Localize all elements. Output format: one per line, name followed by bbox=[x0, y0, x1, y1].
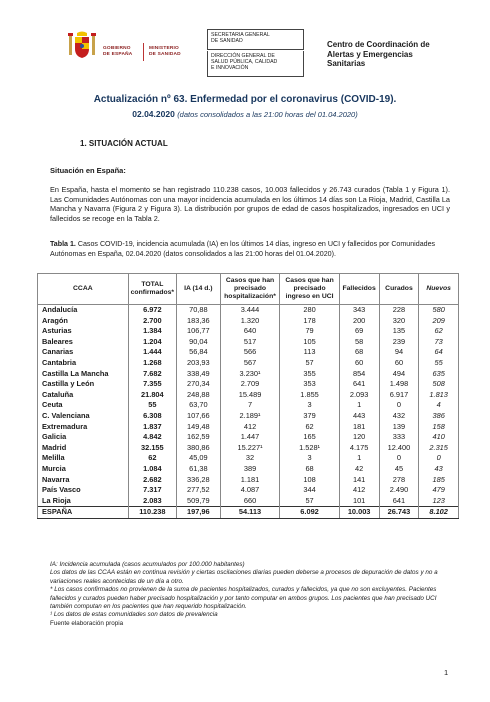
cell-uci: 68 bbox=[280, 464, 339, 475]
header-hosp: Casos que han precisado hospitalización* bbox=[220, 274, 280, 305]
cell-ia: 149,48 bbox=[177, 422, 221, 433]
cell-ia: 509,79 bbox=[177, 496, 221, 507]
cell-total: 21.804 bbox=[128, 390, 176, 401]
cell-ia: 338,49 bbox=[177, 369, 221, 380]
table-row bbox=[38, 443, 459, 454]
cell-ia: 90,04 bbox=[177, 337, 221, 348]
cell-total: 55 bbox=[128, 400, 176, 411]
cell-fallecidos: 69 bbox=[339, 326, 379, 337]
cell-curados: 94 bbox=[379, 347, 419, 358]
cell-curados: 494 bbox=[379, 369, 419, 380]
cell-uci: 6.092 bbox=[280, 507, 339, 519]
cell-hosp: 566 bbox=[220, 347, 280, 358]
cell-curados: 239 bbox=[379, 337, 419, 348]
cell-ia: 248,88 bbox=[177, 390, 221, 401]
cell-fallecidos: 181 bbox=[339, 422, 379, 433]
table-caption-label: Tabla 1. bbox=[50, 240, 76, 248]
cell-uci: 165 bbox=[280, 432, 339, 443]
cell-fallecidos: 101 bbox=[339, 496, 379, 507]
header-total: TOTAL confirmados* bbox=[128, 274, 176, 305]
table-row bbox=[38, 305, 459, 316]
gobierno-label: GOBIERNO DE ESPAÑA bbox=[103, 46, 133, 57]
cell-fallecidos: 1 bbox=[339, 453, 379, 464]
cell-nuevos: 635 bbox=[419, 369, 459, 380]
cell-hosp: 15.489 bbox=[220, 390, 280, 401]
cell-total: 1.204 bbox=[128, 337, 176, 348]
table-row bbox=[38, 422, 459, 433]
cell-curados: 228 bbox=[379, 305, 419, 316]
cell-curados: 26.743 bbox=[379, 507, 419, 519]
cell-nuevos: 410 bbox=[419, 432, 459, 443]
cell-hosp: 1.447 bbox=[220, 432, 280, 443]
cell-nuevos: 8.102 bbox=[419, 507, 459, 519]
cell-curados: 641 bbox=[379, 496, 419, 507]
document-title: Actualización nº 63. Enfermedad por el coronavirus (COVID-19). bbox=[93, 94, 397, 105]
cell-fallecidos: 4.175 bbox=[339, 443, 379, 454]
cell-fallecidos: 120 bbox=[339, 432, 379, 443]
table-row bbox=[38, 316, 459, 327]
header-nuevos: Nuevos bbox=[419, 274, 459, 305]
table-row bbox=[38, 337, 459, 348]
coat-of-arms-logo bbox=[66, 31, 98, 61]
cell-total: 7.355 bbox=[128, 379, 176, 390]
cell-total: 1.444 bbox=[128, 347, 176, 358]
cell-nuevos: 55 bbox=[419, 358, 459, 369]
cell-ccaa: C. Valenciana bbox=[38, 411, 129, 422]
cell-fallecidos: 42 bbox=[339, 464, 379, 475]
header-uci: Casos que han precisado ingreso en UCI bbox=[280, 274, 339, 305]
cell-ia: 162,59 bbox=[177, 432, 221, 443]
cell-hosp: 32 bbox=[220, 453, 280, 464]
cell-total: 1.837 bbox=[128, 422, 176, 433]
cell-uci: 57 bbox=[280, 496, 339, 507]
cell-uci: 178 bbox=[280, 316, 339, 327]
table-row bbox=[38, 464, 459, 475]
header-divider bbox=[143, 43, 144, 61]
centro-coordinacion: Centro de Coordinación de Alertas y Emergencias Sanitarias bbox=[327, 40, 430, 68]
cell-nuevos: 185 bbox=[419, 475, 459, 486]
cell-ia: 61,38 bbox=[177, 464, 221, 475]
cell-nuevos: 479 bbox=[419, 485, 459, 496]
cell-fallecidos: 443 bbox=[339, 411, 379, 422]
cell-nuevos: 2.315 bbox=[419, 443, 459, 454]
page-number: 1 bbox=[444, 668, 449, 677]
cell-ia: 277,52 bbox=[177, 485, 221, 496]
table-row bbox=[38, 400, 459, 411]
cell-hosp: 3.230¹ bbox=[220, 369, 280, 380]
source-note: Fuente elaboración propia bbox=[50, 619, 124, 627]
cell-hosp: 15.227¹ bbox=[220, 443, 280, 454]
note-revision: Los datos de las CCAA están en continua revisión y ciertas oscilaciones diarias pueden deberse a procesos de depuración de datos y no a variaciones reales acontecidas de un día a otro. bbox=[50, 569, 438, 585]
ccaa-table bbox=[37, 273, 459, 519]
cell-ccaa: Cataluña bbox=[38, 390, 129, 401]
table-row bbox=[38, 411, 459, 422]
cell-ia: 197,96 bbox=[177, 507, 221, 519]
cell-fallecidos: 68 bbox=[339, 347, 379, 358]
cell-ccaa: Cantabria bbox=[38, 358, 129, 369]
cell-ia: 45,09 bbox=[177, 453, 221, 464]
cell-uci: 1.528¹ bbox=[280, 443, 339, 454]
cell-ia: 70,88 bbox=[177, 305, 221, 316]
header-ia: IA (14 d.) bbox=[177, 274, 221, 305]
cell-hosp: 640 bbox=[220, 326, 280, 337]
cell-ccaa: ESPAÑA bbox=[38, 507, 129, 519]
cell-ccaa: Navarra bbox=[38, 475, 129, 486]
ministerio-label: MINISTERIO DE SANIDAD bbox=[149, 46, 181, 57]
cell-ia: 336,28 bbox=[177, 475, 221, 486]
cell-total: 62 bbox=[128, 453, 176, 464]
table-row bbox=[38, 496, 459, 507]
cell-curados: 0 bbox=[379, 453, 419, 464]
intro-paragraph: En España, hasta el momento se han registrado 110.238 casos, 10.003 fallecidos y 26.743 curados (Tabla 1 y Figura 1). Las Comunidades Autónomas con una mayor incidencia acumulada en los últimos 14 días son La Rioja, Madrid, Castilla La Mancha y Navarra (Figura 2 y Figura 3). La distribución por grupos de edad de casos hospitalizados, ingresados en UCI y fallecidos se recoge en la Tabla 2. bbox=[50, 185, 450, 223]
document-date bbox=[0, 109, 490, 119]
cell-total: 1.268 bbox=[128, 358, 176, 369]
cell-ccaa: País Vasco bbox=[38, 485, 129, 496]
cell-uci: 344 bbox=[280, 485, 339, 496]
secretaria-box: SECRETARIA GENERAL DE SANIDAD bbox=[207, 29, 304, 50]
cell-total: 2.682 bbox=[128, 475, 176, 486]
cell-ia: 203,93 bbox=[177, 358, 221, 369]
cell-fallecidos: 200 bbox=[339, 316, 379, 327]
cell-uci: 62 bbox=[280, 422, 339, 433]
cell-curados: 139 bbox=[379, 422, 419, 433]
cell-curados: 1.498 bbox=[379, 379, 419, 390]
date-note: (datos consolidados a las 21:00 horas del 01.04.2020) bbox=[177, 110, 358, 119]
cell-nuevos: 1.813 bbox=[419, 390, 459, 401]
subheading: Situación en España: bbox=[50, 166, 126, 175]
cell-uci: 3 bbox=[280, 453, 339, 464]
cell-uci: 379 bbox=[280, 411, 339, 422]
table-caption-text: Casos COVID-19, incidencia acumulada (IA) en los últimos 14 días, ingreso en UCI y fallecidos por Comunidades Autónomas en España, 02.04.2020 (datos consolidados a las 21:00 horas del 01.04.2020). bbox=[50, 240, 436, 258]
cell-curados: 278 bbox=[379, 475, 419, 486]
cell-curados: 60 bbox=[379, 358, 419, 369]
cell-fallecidos: 343 bbox=[339, 305, 379, 316]
cell-hosp: 7 bbox=[220, 400, 280, 411]
cell-ccaa: Andalucía bbox=[38, 305, 129, 316]
section-heading: 1. SITUACIÓN ACTUAL bbox=[80, 139, 168, 148]
cell-total: 32.155 bbox=[128, 443, 176, 454]
table-row bbox=[38, 432, 459, 443]
cell-curados: 333 bbox=[379, 432, 419, 443]
cell-ccaa: Murcia bbox=[38, 464, 129, 475]
cell-nuevos: 4 bbox=[419, 400, 459, 411]
cell-total: 2.083 bbox=[128, 496, 176, 507]
cell-ccaa: La Rioja bbox=[38, 496, 129, 507]
cell-nuevos: 43 bbox=[419, 464, 459, 475]
cell-hosp: 567 bbox=[220, 358, 280, 369]
cell-total: 1.084 bbox=[128, 464, 176, 475]
cell-fallecidos: 854 bbox=[339, 369, 379, 380]
cell-ccaa: Castilla y León bbox=[38, 379, 129, 390]
cell-nuevos: 73 bbox=[419, 337, 459, 348]
cell-fallecidos: 2.093 bbox=[339, 390, 379, 401]
cell-uci: 353 bbox=[280, 379, 339, 390]
cell-hosp: 2.709 bbox=[220, 379, 280, 390]
cell-uci: 1.855 bbox=[280, 390, 339, 401]
table-row bbox=[38, 485, 459, 496]
cell-uci: 355 bbox=[280, 369, 339, 380]
cell-curados: 2.490 bbox=[379, 485, 419, 496]
cell-ia: 106,77 bbox=[177, 326, 221, 337]
cell-total: 6.308 bbox=[128, 411, 176, 422]
cell-nuevos: 209 bbox=[419, 316, 459, 327]
cell-hosp: 3.444 bbox=[220, 305, 280, 316]
cell-hosp: 2.189¹ bbox=[220, 411, 280, 422]
cell-nuevos: 386 bbox=[419, 411, 459, 422]
date-value: 02.04.2020 bbox=[132, 109, 175, 119]
cell-ccaa: Ceuta bbox=[38, 400, 129, 411]
cell-curados: 6.917 bbox=[379, 390, 419, 401]
cell-hosp: 389 bbox=[220, 464, 280, 475]
table-row bbox=[38, 358, 459, 369]
cell-ccaa: Asturias bbox=[38, 326, 129, 337]
cell-ia: 183,36 bbox=[177, 316, 221, 327]
cell-hosp: 54.113 bbox=[220, 507, 280, 519]
table-caption bbox=[50, 240, 450, 259]
cell-total: 110.238 bbox=[128, 507, 176, 519]
table-row bbox=[38, 379, 459, 390]
cell-ccaa: Baleares bbox=[38, 337, 129, 348]
cell-fallecidos: 641 bbox=[339, 379, 379, 390]
cell-hosp: 1.320 bbox=[220, 316, 280, 327]
note-prevalencia: ¹ Los datos de estas comunidades son datos de prevalencia bbox=[50, 611, 218, 619]
cell-fallecidos: 412 bbox=[339, 485, 379, 496]
table-total-row bbox=[38, 507, 459, 519]
cell-nuevos: 580 bbox=[419, 305, 459, 316]
cell-total: 4.842 bbox=[128, 432, 176, 443]
cell-fallecidos: 58 bbox=[339, 337, 379, 348]
cell-ccaa: Canarias bbox=[38, 347, 129, 358]
cell-nuevos: 0 bbox=[419, 453, 459, 464]
cell-hosp: 412 bbox=[220, 422, 280, 433]
cell-fallecidos: 1 bbox=[339, 400, 379, 411]
cell-ia: 56,84 bbox=[177, 347, 221, 358]
cell-curados: 12.400 bbox=[379, 443, 419, 454]
table-row bbox=[38, 347, 459, 358]
cell-uci: 108 bbox=[280, 475, 339, 486]
cell-total: 7.682 bbox=[128, 369, 176, 380]
cell-ia: 107,66 bbox=[177, 411, 221, 422]
table-row bbox=[38, 369, 459, 380]
table-header-row bbox=[38, 274, 459, 305]
cell-curados: 0 bbox=[379, 400, 419, 411]
cell-curados: 320 bbox=[379, 316, 419, 327]
cell-uci: 57 bbox=[280, 358, 339, 369]
header-curados: Curados bbox=[379, 274, 419, 305]
cell-fallecidos: 10.003 bbox=[339, 507, 379, 519]
cell-nuevos: 62 bbox=[419, 326, 459, 337]
cell-ccaa: Aragón bbox=[38, 316, 129, 327]
cell-uci: 3 bbox=[280, 400, 339, 411]
cell-ccaa: Galicia bbox=[38, 432, 129, 443]
table-row bbox=[38, 475, 459, 486]
cell-curados: 135 bbox=[379, 326, 419, 337]
table-row bbox=[38, 453, 459, 464]
cell-ia: 270,34 bbox=[177, 379, 221, 390]
cell-total: 1.384 bbox=[128, 326, 176, 337]
note-confirmados: * Los casos confirmados no provienen de la suma de pacientes hospitalizados, curados y fallecidos, ya que no son excluyentes. Pacientes fallecidos y curados pueden haber precisado hospitalización y por tanto computar en ambos grupos. Los pacientes que han precisado UCI también computan en los pacientes que han requerido hospitalización. bbox=[50, 586, 437, 611]
direccion-box: DIRECCIÓN GENERAL DE SALUD PÚBLICA, CALIDAD E INNOVACIÓN bbox=[207, 51, 304, 77]
header-fallecidos: Fallecidos bbox=[339, 274, 379, 305]
cell-fallecidos: 60 bbox=[339, 358, 379, 369]
note-ia: IA: Incidencia acumulada (casos acumulados por 100.000 habitantes) bbox=[50, 561, 245, 568]
cell-uci: 280 bbox=[280, 305, 339, 316]
header-ccaa: CCAA bbox=[38, 274, 129, 305]
cell-fallecidos: 141 bbox=[339, 475, 379, 486]
cell-uci: 79 bbox=[280, 326, 339, 337]
table-row bbox=[38, 326, 459, 337]
cell-hosp: 517 bbox=[220, 337, 280, 348]
cell-ia: 380,86 bbox=[177, 443, 221, 454]
cell-ccaa: Madrid bbox=[38, 443, 129, 454]
cell-uci: 105 bbox=[280, 337, 339, 348]
table-notes bbox=[50, 561, 450, 628]
cell-total: 2.700 bbox=[128, 316, 176, 327]
cell-total: 6.972 bbox=[128, 305, 176, 316]
cell-hosp: 1.181 bbox=[220, 475, 280, 486]
cell-nuevos: 508 bbox=[419, 379, 459, 390]
cell-curados: 45 bbox=[379, 464, 419, 475]
cell-total: 7.317 bbox=[128, 485, 176, 496]
cell-ia: 63,70 bbox=[177, 400, 221, 411]
cell-curados: 432 bbox=[379, 411, 419, 422]
cell-nuevos: 158 bbox=[419, 422, 459, 433]
cell-nuevos: 123 bbox=[419, 496, 459, 507]
cell-hosp: 4.087 bbox=[220, 485, 280, 496]
cell-ccaa: Extremadura bbox=[38, 422, 129, 433]
cell-ccaa: Melilla bbox=[38, 453, 129, 464]
cell-uci: 113 bbox=[280, 347, 339, 358]
cell-hosp: 660 bbox=[220, 496, 280, 507]
table-row bbox=[38, 390, 459, 401]
cell-ccaa: Castilla La Mancha bbox=[38, 369, 129, 380]
cell-nuevos: 64 bbox=[419, 347, 459, 358]
